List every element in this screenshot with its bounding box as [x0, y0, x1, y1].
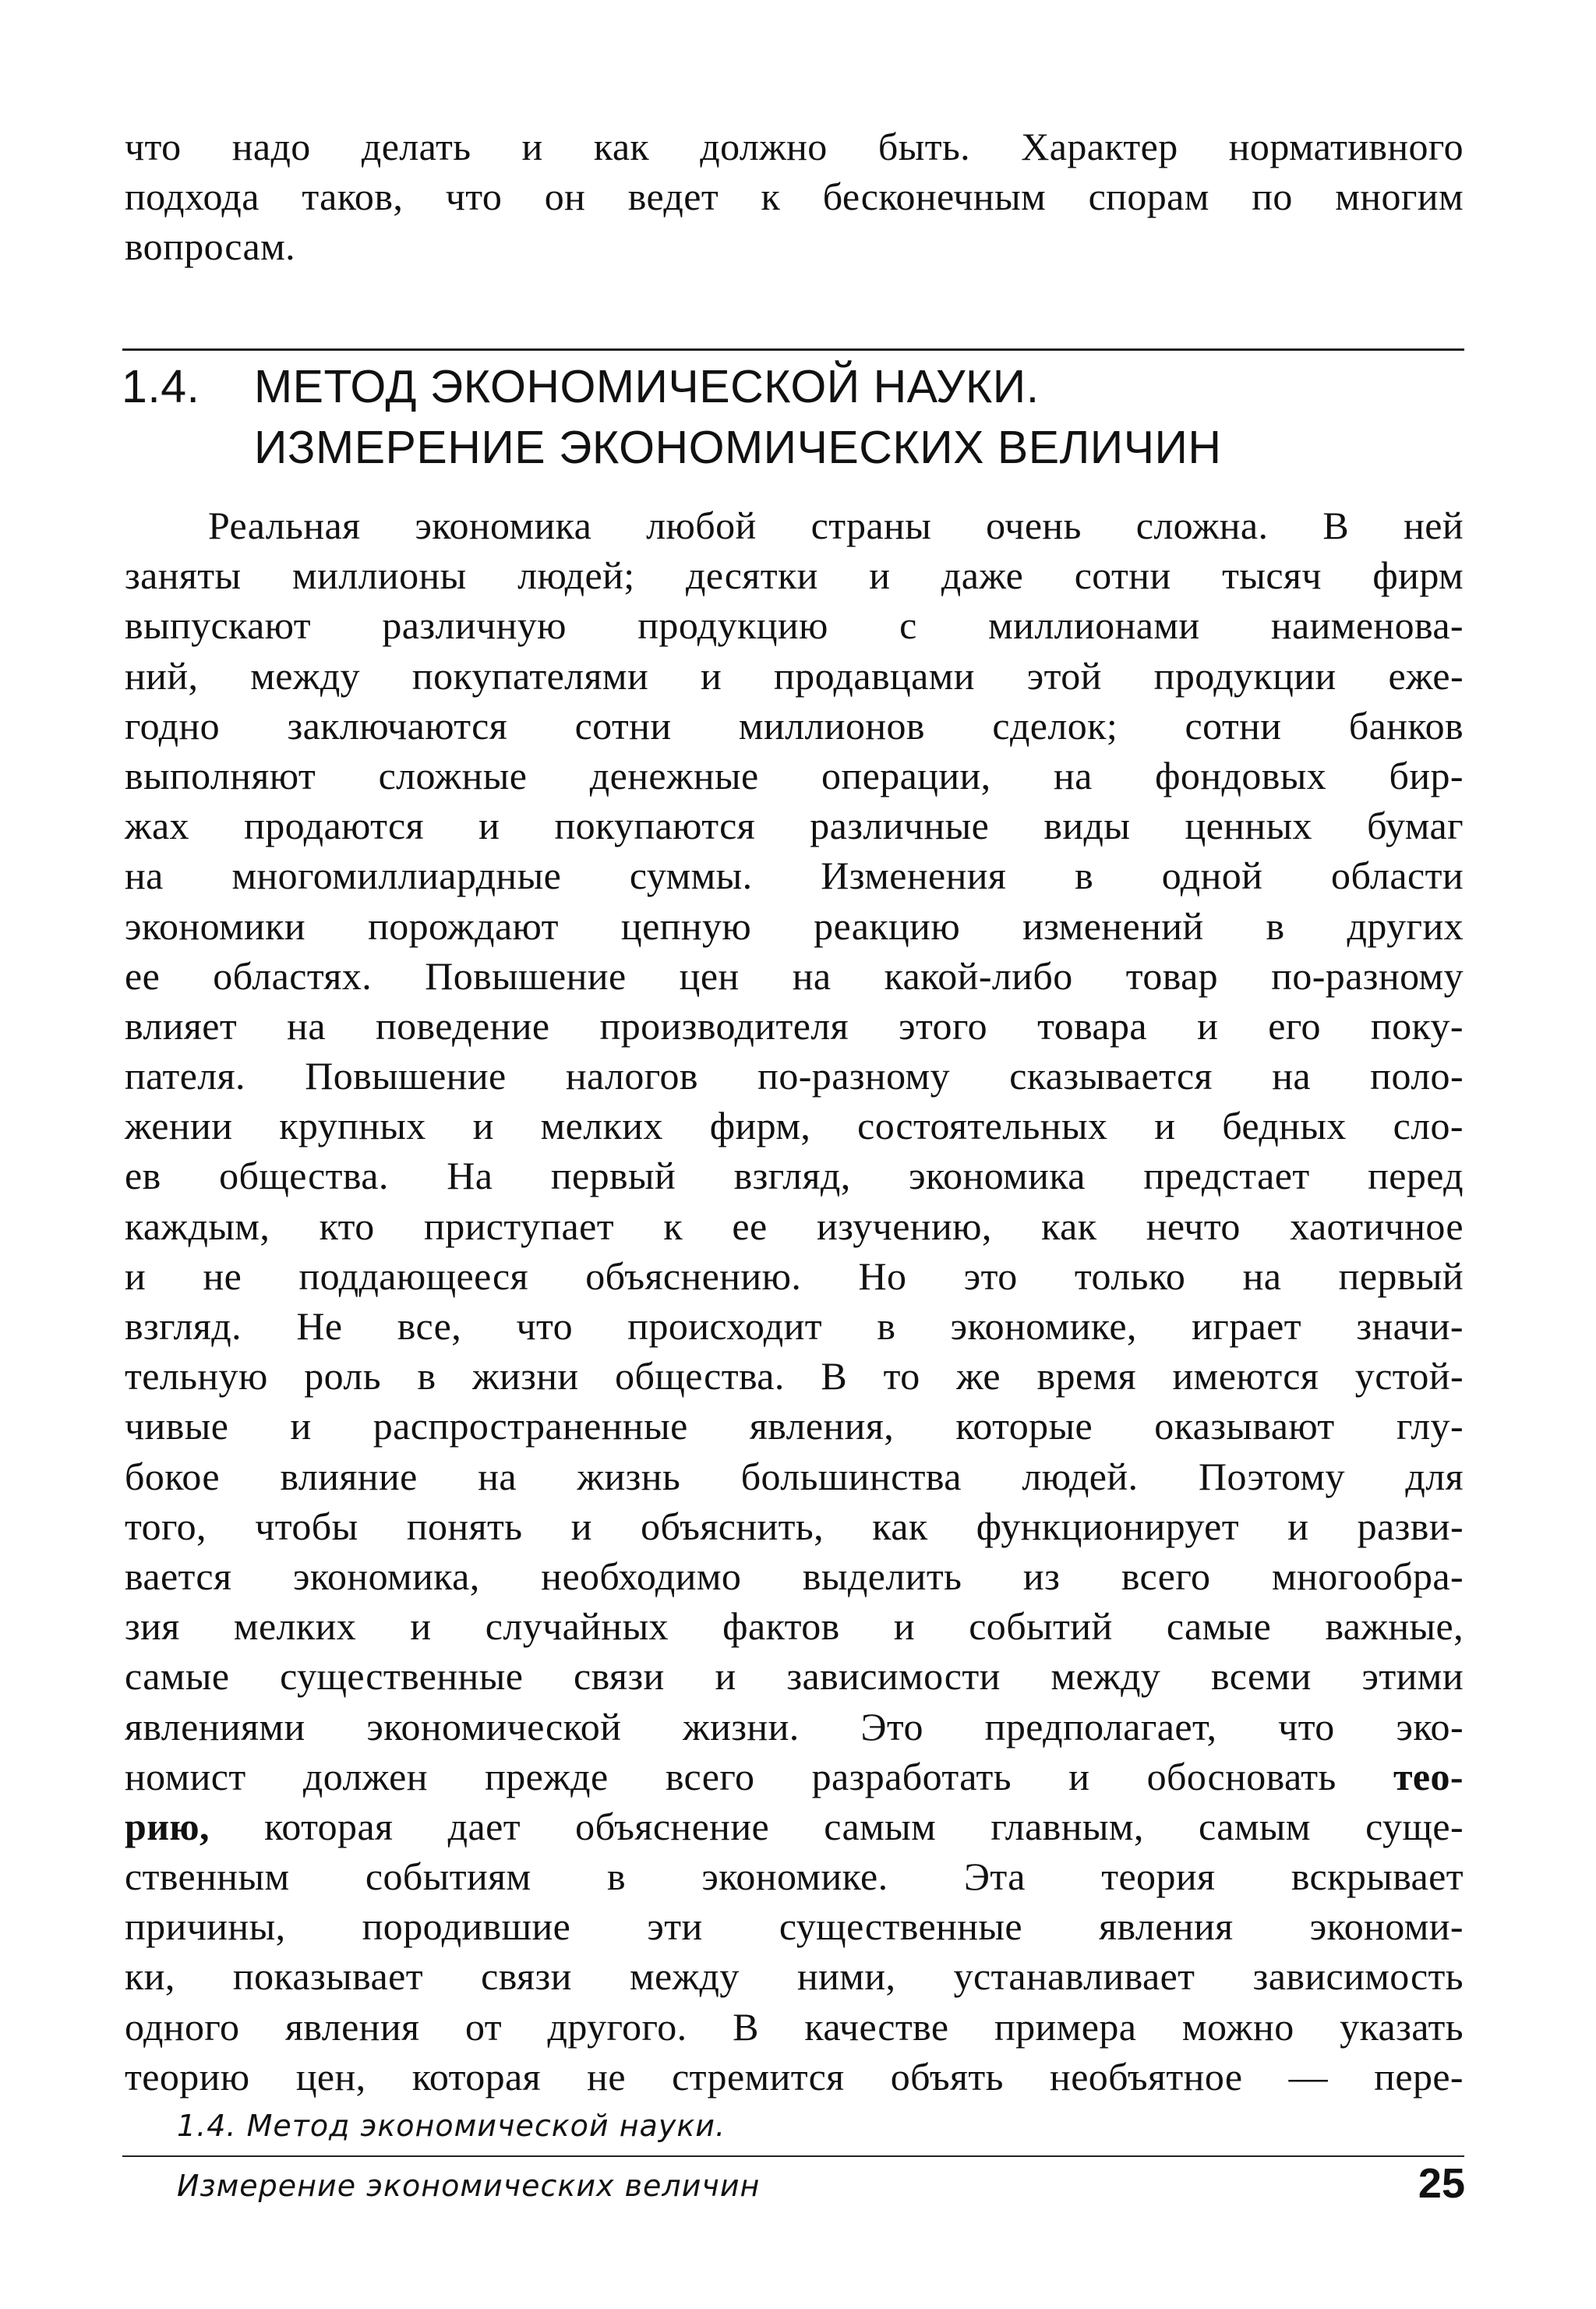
text-line: жении крупных и мелких фирм, состоятельных и бедных сло-	[125, 1104, 1464, 1148]
term-theory-part2: рию,	[125, 1804, 210, 1848]
text-line: годно заключаются сотни миллионов сделок; сотни банков	[125, 703, 1464, 748]
text-line: взгляд. Не все, что происходит в экономике, играет значи-	[125, 1304, 1464, 1348]
section-title-line2: ИЗМЕРЕНИЕ ЭКОНОМИЧЕСКИХ ВЕЛИЧИН	[254, 422, 1222, 473]
running-footer-line1: 1.4. Метод экономической науки.	[177, 2109, 726, 2143]
text-line: влияет на поведение производителя этого товара и его поку-	[125, 1003, 1464, 1048]
text-line	[125, 1802, 1464, 1851]
text-line: Реальная экономика любой страны очень сложна. В ней	[208, 504, 1464, 547]
text-line: экономики порождают цепную реакцию изменений в других	[125, 903, 1464, 948]
text-line: чивые и распространенные явления, которые оказывают глу-	[125, 1404, 1464, 1448]
section-title-line1: МЕТОД ЭКОНОМИЧЕСКОЙ НАУКИ.	[254, 361, 1040, 412]
text-line: зия мелких и случайных фактов и событий самые важные,	[125, 1604, 1464, 1649]
text-line: вается экономика, необходимо выделить из всего многообра-	[125, 1554, 1464, 1598]
text-line: подхода таков, что он ведет к бесконечным спорам по многим	[125, 175, 1464, 219]
text-line: ственным событиям в экономике. Эта теория вскрывает	[125, 1855, 1464, 1899]
text-line: что надо делать и как должно быть. Характер нормативного	[125, 125, 1464, 168]
text-line: того, чтобы понять и объяснить, как функционирует и разви-	[125, 1504, 1464, 1548]
text-line: тельную роль в жизни общества. В то же время имеются устой-	[125, 1354, 1464, 1398]
text-line: причины, породившие эти существенные явления экономи-	[125, 1904, 1464, 1949]
intro-paragraph	[125, 122, 1464, 272]
text-line: на многомиллиардные суммы. Изменения в одной области	[125, 854, 1464, 898]
text-fragment: номист должен прежде всего разработать и обосновать	[125, 1754, 1336, 1798]
footer-rule	[122, 2155, 1464, 2157]
section-top-rule	[122, 348, 1464, 351]
text-line: явлениями экономической жизни. Это предполагает, что эко-	[125, 1704, 1464, 1749]
text-line	[125, 1752, 1464, 1802]
text-line: ки, показывает связи между ними, устанавливает зависимость	[125, 1954, 1464, 1999]
text-line: одного явления от другого. В качестве примера можно указать	[125, 2004, 1464, 2049]
text-line: заняты миллионы людей; десятки и даже сотни тысяч фирм	[125, 553, 1464, 598]
text-line: ее областях. Повышение цен на какой-либо товар по-разному	[125, 953, 1464, 998]
text-line: ний, между покупателями и продавцами этой продукции еже-	[125, 653, 1464, 698]
body-paragraph	[125, 500, 1464, 2102]
page-number: 25	[1418, 2160, 1465, 2207]
text-line: выполняют сложные денежные операции, на фондовых бир-	[125, 753, 1464, 797]
text-line: теорию цен, которая не стремится объять необъятное — пере-	[125, 2054, 1464, 2099]
text-line: бокое влияние на жизнь большинства людей. Поэтому для	[125, 1454, 1464, 1498]
term-theory-part1: тео-	[1393, 1754, 1464, 1798]
text-line: выпускают различную продукцию с миллионами наименова-	[125, 603, 1464, 648]
running-footer-line2: Измерение экономических величин	[177, 2169, 761, 2203]
text-line: жах продаются и покупаются различные виды ценных бумаг	[125, 804, 1464, 848]
text-line: каждым, кто приступает к ее изучению, как нечто хаотичное	[125, 1204, 1464, 1248]
text-line: вопросам.	[125, 225, 296, 269]
text-line: самые существенные связи и зависимости между всеми этими	[125, 1654, 1464, 1699]
section-number: 1.4.	[122, 361, 200, 412]
text-line: и не поддающееся объяснению. Но это только на первый	[125, 1254, 1464, 1298]
text-line: пателя. Повышение налогов по-разному сказывается на поло-	[125, 1054, 1464, 1098]
text-fragment: которая дает объяснение самым главным, самым суще-	[264, 1804, 1464, 1848]
text-line: ев общества. На первый взгляд, экономика предстает перед	[125, 1154, 1464, 1198]
